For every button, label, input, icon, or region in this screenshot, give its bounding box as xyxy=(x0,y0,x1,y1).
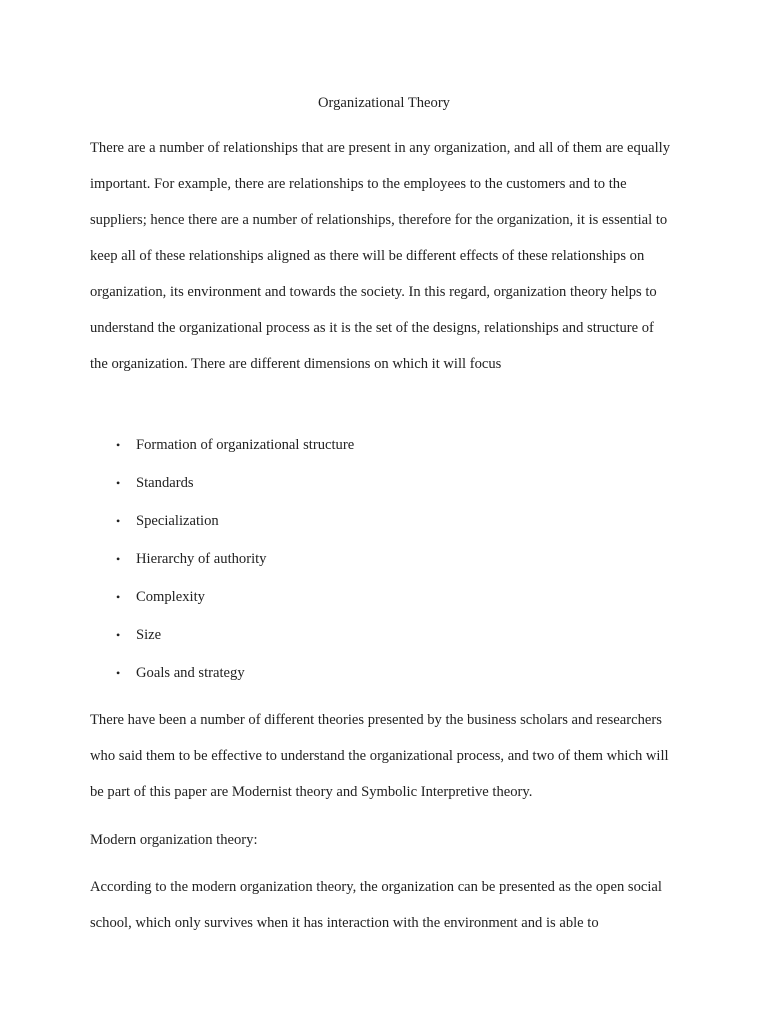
bullet-icon: • xyxy=(116,666,121,680)
list-item-label: Standards xyxy=(136,475,194,491)
list-item xyxy=(90,540,354,578)
paragraph-modern-theory: According to the modern organization theory, the organization can be presented as the open social school, which only survives when it has interaction with the environment and is able to xyxy=(90,879,662,931)
bullet-icon: • xyxy=(116,438,121,452)
bullet-icon: • xyxy=(116,552,121,566)
list-item-label: Size xyxy=(136,627,162,643)
page-title: Organizational Theory xyxy=(318,95,450,111)
bullet-icon: • xyxy=(116,590,121,604)
bullet-icon: • xyxy=(116,628,121,642)
list-item-label: Goals and strategy xyxy=(136,665,245,681)
list-item-label: Specialization xyxy=(136,513,219,529)
bullet-icon: • xyxy=(116,514,121,528)
section-heading-modern: Modern organization theory: xyxy=(90,832,258,848)
list-item xyxy=(90,578,354,616)
list-item xyxy=(90,464,354,502)
paragraph-theories: There have been a number of different theories presented by the business scholars and researchers who said them to be effective to understand the organizational process, and two of them which will be part of this paper are Modernist theory and Symbolic Interpretive theory. xyxy=(90,712,669,800)
list-item-label: Formation of organizational structure xyxy=(136,437,355,453)
list-item xyxy=(90,426,354,464)
dimensions-list xyxy=(90,426,354,692)
list-item-label: Hierarchy of authority xyxy=(136,551,267,567)
bullet-icon: • xyxy=(116,476,121,490)
list-item xyxy=(90,502,354,540)
list-item xyxy=(90,654,354,692)
list-item xyxy=(90,616,354,654)
list-item-label: Complexity xyxy=(136,589,205,605)
paragraph-intro: There are a number of relationships that are present in any organization, and all of them are equally important. For example, there are relationships to the employees to the customers and to the suppliers; hence there are a number of relationships, therefore for the organization, it is essential to keep all of these relationships aligned as there will be different effects of these relationships on organization, its environment and towards the society. In this regard, organization theory helps to understand the organizational process as it is the set of the designs, relationships and structure of the organization. There are different dimensions on which it will focus xyxy=(90,140,671,372)
